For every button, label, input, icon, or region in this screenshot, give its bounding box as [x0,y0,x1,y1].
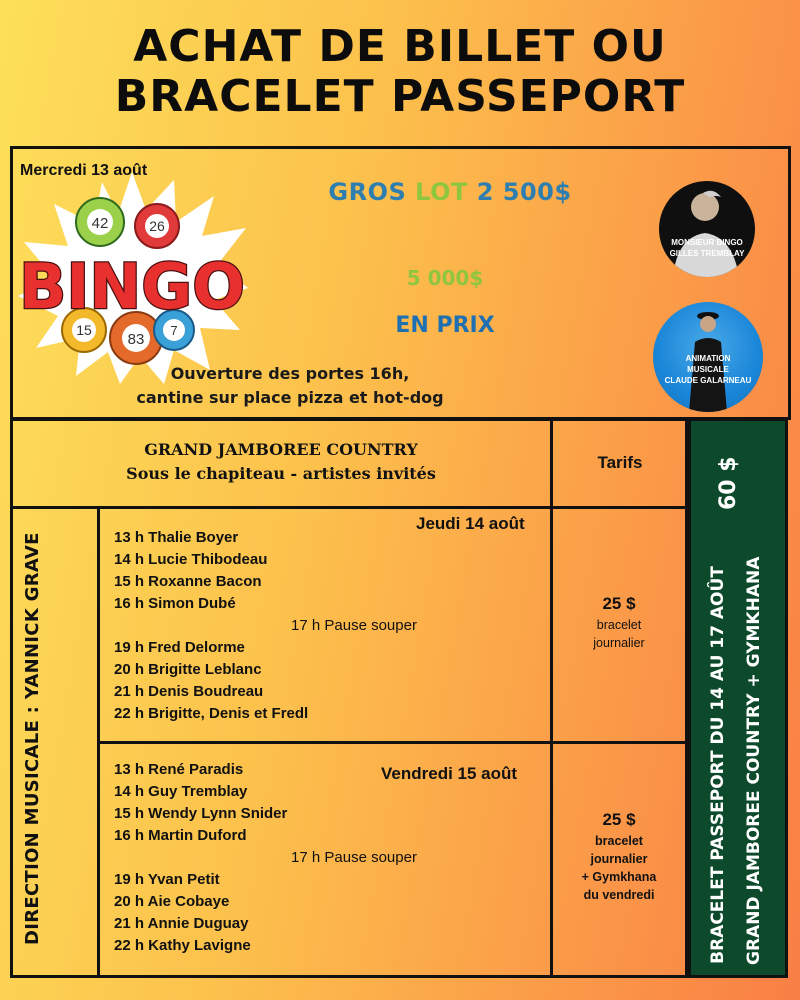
bingo-date: Mercredi 13 août [20,162,148,179]
ball-7-label: 7 [170,323,178,338]
jamboree-subtitle: Sous le chapiteau - artistes invités [126,464,436,483]
prize-amount: 5 000$ [406,266,484,290]
gros-lot [310,178,590,206]
jamboree-title: GRAND JAMBOREE COUNTRY [144,440,418,459]
schedule-item: 15 h Wendy Lynn Snider [114,805,288,822]
passport-line-2: GRAND JAMBOREE COUNTRY + GYMKHANA [744,556,764,965]
day2-price [553,808,685,904]
title-line-2: BRACELET PASSEPORT [114,71,686,122]
host-photo-claude-galarneau [653,302,763,412]
title-line-1: ACHAT DE BILLET OU [133,21,667,72]
schedule-item: 13 h Thalie Boyer [114,529,239,546]
schedule-pause: 17 h Pause souper [291,617,417,634]
schedule-item: 20 h Aie Cobaye [114,893,230,910]
schedule-item: 22 h Kathy Lavigne [114,937,251,954]
jamboree-header [13,438,549,486]
day2-label: Vendredi 15 août [381,764,518,783]
day1-schedule [114,527,534,725]
schedule-item: 16 h Simon Dubé [114,595,236,612]
gros-lot-amount: 2 500$ [476,178,572,206]
bingo-logo [14,170,250,386]
doors-line-2: cantine sur place pizza et hot-dog [136,388,444,407]
schedule-item: 20 h Brigitte Leblanc [114,661,262,678]
divider-days [97,741,688,744]
schedule-item: 15 h Roxanne Bacon [114,573,262,590]
schedule-item: 21 h Annie Duguay [114,915,249,932]
prize-label: EN PRIX [395,313,495,338]
ball-15-label: 15 [76,322,92,338]
day1-price-desc-2: journalier [593,636,645,650]
host-photo-monsieur-bingo [659,181,755,277]
schedule-item: 22 h Brigitte, Denis et Fredl [114,705,309,722]
host1-line2: GILLES TREMBLAY [669,249,745,258]
host2-line2: MUSICALE [687,365,729,374]
day1-price [553,592,685,652]
schedule-item: 13 h René Paradis [114,761,244,778]
day2-price-desc-4: du vendredi [583,888,655,902]
schedule-item: 19 h Yvan Petit [114,871,220,888]
doors-info [110,362,470,410]
day2-price-desc-1: bracelet [595,834,643,848]
day2-price-value: 25 $ [602,810,636,829]
host2-line1: ANIMATION [685,354,731,363]
bingo-logo-text: BINGO [19,250,245,323]
schedule-pause: 17 h Pause souper [291,849,417,866]
ball-26-label: 26 [149,218,165,234]
page-title [0,22,800,122]
divider-header [10,506,688,509]
day1-price-desc-1: bracelet [596,618,642,632]
day2-price-desc-3: + Gymkhana [581,870,657,884]
person-silhouette [659,181,755,277]
schedule-item: 14 h Guy Tremblay [114,783,248,800]
day2-price-desc-2: journalier [590,852,648,866]
ball-42-label: 42 [91,215,109,232]
schedule-item: 16 h Martin Duford [114,827,247,844]
doors-line-1: Ouverture des portes 16h, [170,364,410,383]
host2-caption [665,353,752,386]
ball-83-label: 83 [127,331,145,348]
day1-label: Jeudi 14 août [416,514,525,533]
host2-line3: CLAUDE GALARNEAU [664,376,752,385]
passport-price: 60 $ [716,456,741,510]
passport-line-1: BRACELET PASSEPORT DU 14 AU 17 AOÛT [708,566,728,964]
gros-lot-word1: GROS [328,178,407,206]
day1-price-value: 25 $ [602,594,636,613]
host1-caption [670,237,745,259]
tarifs-header: Tarifs [597,453,643,472]
schedule-item: 14 h Lucie Thibodeau [114,551,268,568]
gros-lot-word2: LOT [415,178,468,206]
schedule-item: 21 h Denis Boudreau [114,683,264,700]
host1-line1: MONSIEUR BINGO [671,238,743,247]
direction-musicale: DIRECTION MUSICALE : YANNICK GRAVE [22,532,43,945]
day2-schedule [114,759,534,957]
schedule-item: 19 h Fred Delorme [114,639,245,656]
